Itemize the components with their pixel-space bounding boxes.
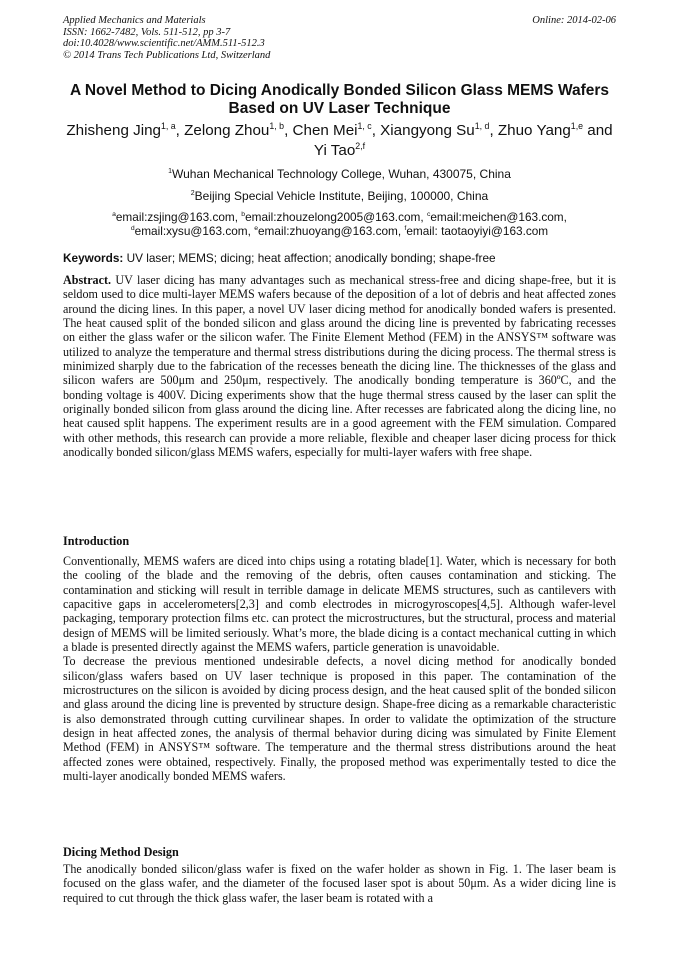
abstract-label: Abstract.: [63, 273, 112, 287]
author-affiliation-marker: 1, c: [357, 120, 372, 131]
abstract-text: UV laser dicing has many advantages such as mechanical stress-free and dicing shape-free, but it is seldom used to dice multi-layer MEMS wafers because of the deposition of a lot of debris and heat affected zones around the dicing lines. In this paper, a novel UV laser dicing method for anodically bonded wafers is presented. The heat caused split of the bonded silicon and glass around the dicing line is prevented by fabricating recesses on either the glass wafer or the silicon wafer. The Finite Element Method (FEM) in the ANSYS™ software was utilized to analyze the temperature and thermal stress distributions during the dicing process. The thermal stress is minimized sharply due to the fabrication of the recesses beneath the dicing line. The thicknesses of the glass and silicon wafers are 500μm and 250μm, respectively. The anodically bonding temperature is 360ºC, and the bonding voltage is 400V. Dicing experiments show that the huge thermal stress caused by the laser can split the originally bonded silicon from glass around the dicing line. After recesses are fabricated along the dicing line, no heat caused split happens. The experiment results are in a good agreement with the FEM simulation. Compared with other methods, this research can provide a more reliable, flexible and cheaper laser dicing process for thick anodically bonded silicon/glass MEMS wafers, especially for multi-layer wafers with free shape.: [63, 273, 616, 460]
journal-header: [63, 15, 616, 61]
keywords-label: Keywords:: [63, 251, 124, 265]
online-date: Online: 2014-02-06: [532, 15, 616, 26]
email-list: [63, 210, 616, 238]
introduction-heading: Introduction: [63, 534, 130, 548]
affiliation-2-marker: 2: [190, 190, 195, 197]
email-marker: c: [426, 211, 431, 219]
email-marker: a: [112, 211, 116, 219]
abstract: [63, 273, 616, 459]
author-name: Zelong Zhou: [184, 122, 270, 139]
introduction-paragraph: To decrease the previous mentioned undesirable defects, a novel dicing method for anodically bonded silicon/glass wafers based on UV laser technique is proposed in this paper. The contamination of the microstructures on the silicon is avoided by dicing process design, and the heat caused split of the bonded silicon and glass around the dicing line is prevented by structure design. Shape-free dicing as a remarkable characteristic is also demonstrated through cutting curvilinear shapes. In order to validate the optimization of the structure design in heat affected zones, the analysis of thermal behavior during dicing was simulated by Finite Element Method (FEM) in ANSYS™ software. The temperature and the thermal stress distributions around the heat affected zones were obtained, respectively. Finally, the proposed method was experimentally tested to dice the multi-layer anodically bonded MEMS wafers.: [63, 654, 616, 784]
author-name: Zhisheng Jing: [66, 122, 161, 139]
email-marker: e: [254, 225, 258, 233]
email-marker: b: [241, 211, 246, 219]
author-name: Yi Tao: [313, 142, 356, 159]
affiliation-1-text: Wuhan Mechanical Technology College, Wuhan, 430075, China: [171, 167, 511, 181]
author-name: Xiangyong Su: [380, 122, 475, 139]
author-affiliation-marker: 2,f: [355, 140, 366, 151]
author-name: Chen Mei: [292, 122, 358, 139]
dicing-method-body: [63, 862, 616, 905]
affiliation-2: [63, 189, 616, 203]
author-separator: ,: [489, 122, 498, 139]
affiliation-2-text: Beijing Special Vehicle Institute, Beijing, 100000, China: [194, 189, 489, 203]
author-list: [63, 121, 616, 161]
email-address: email: taotaoyiyi@163.com: [406, 224, 549, 238]
introduction-paragraph: Conventionally, MEMS wafers are diced into chips using a rotating blade[1]. Water, which is necessary for both the cooling of the blade and the removing of the debris, often causes contamination and sticking. The contamination and sticking will result in terrible damage in delicate MEMS structures, such as cantilevers with capacitive gaps in accelerometers[2,3] and comb electrodes in microgyroscopes[4,5]. Although wafer-level packaging, temporary protection films etc. can protect the microstructures, but the structural, process and material design of MEMS will be limited seriously. What’s more, the blade dicing is a contact mechanical cutting in which a blade is presented directly against the MEMS wafers, particle generation is unavoidable.: [63, 554, 616, 655]
author-affiliation-marker: 1, a: [160, 120, 176, 131]
email-address: email:meichen@163.com,: [430, 210, 567, 224]
doi-line: doi:10.4028/www.scientific.net/AMM.511-512.3: [63, 38, 265, 49]
author-separator: ,: [175, 122, 185, 139]
author-separator: ,: [371, 122, 381, 139]
dicing-method-paragraph: The anodically bonded silicon/glass wafer is fixed on the wafer holder as shown in Fig. 1. The laser beam is focused on the glass wafer, and the diameter of the focused laser spot is about 50μm. As a wider dicing line is required to cut through the thick glass wafer, the laser beam is rotated with a: [63, 862, 616, 905]
email-address: email:xysu@163.com,: [134, 224, 255, 238]
journal-name: Applied Mechanics and Materials: [63, 15, 206, 26]
author-affiliation-marker: 1, d: [474, 120, 490, 131]
email-address: email:zhuoyang@163.com,: [258, 224, 405, 238]
keywords: [63, 251, 616, 265]
author-separator: and: [583, 122, 613, 139]
introduction-body: [63, 554, 616, 784]
keywords-text: UV laser; MEMS; dicing; heat affection; anodically bonding; shape-free: [123, 251, 496, 265]
copyright-line: © 2014 Trans Tech Publications Ltd, Switzerland: [63, 49, 271, 61]
affiliation-1: [63, 167, 616, 181]
email-address: email:zhouzelong2005@163.com,: [245, 210, 427, 224]
author-name: Zhuo Yang: [497, 122, 571, 139]
author-separator: ,: [284, 122, 293, 139]
paper-title: A Novel Method to Dicing Anodically Bonded Silicon Glass MEMS Wafers Based on UV Laser Technique: [69, 82, 610, 117]
email-marker: f: [404, 225, 407, 233]
affiliation-1-marker: 1: [168, 168, 172, 175]
dicing-method-heading: Dicing Method Design: [63, 845, 179, 859]
author-affiliation-marker: 1,e: [570, 120, 584, 131]
email-marker: d: [130, 225, 135, 233]
issn-line: ISSN: 1662-7482, Vols. 511-512, pp 3-7: [63, 26, 231, 38]
email-address: email:zsjing@163.com,: [115, 210, 242, 224]
author-affiliation-marker: 1, b: [269, 120, 285, 131]
